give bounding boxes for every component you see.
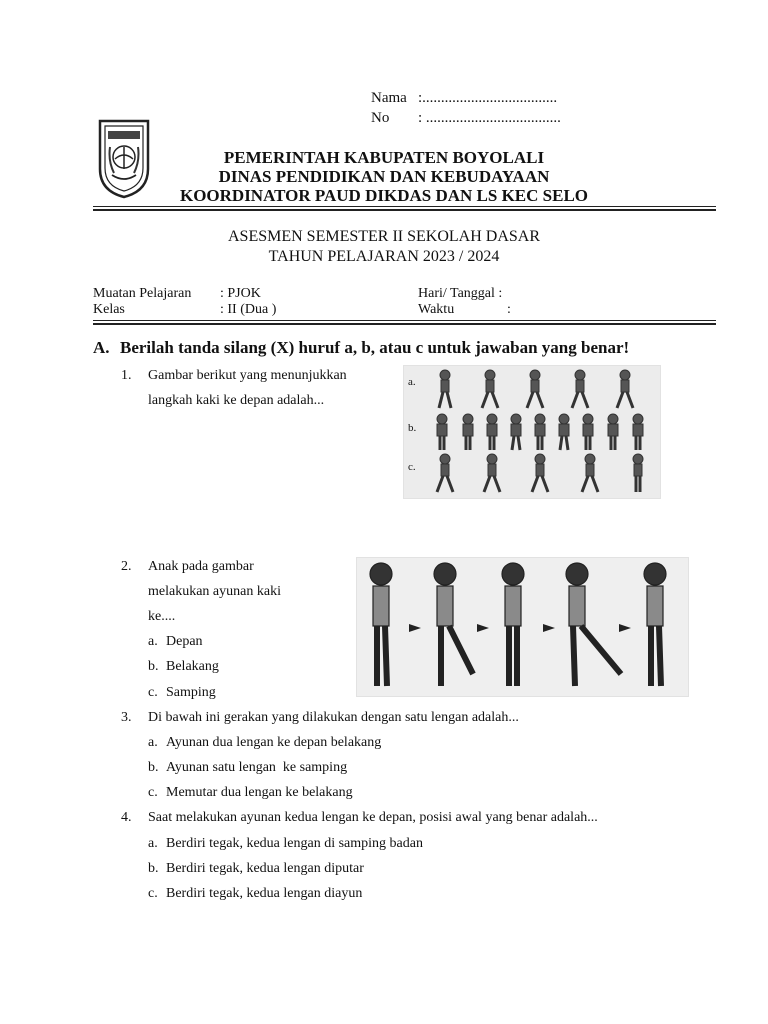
q1-image-label-c: c. (408, 461, 416, 473)
exam-title-line-2: TAHUN PELAJARAN 2023 / 2024 (268, 248, 500, 265)
section-instruction: Berilah tanda silang (X) huruf a, b, atau c untuk jawaban yang benar! (120, 338, 630, 357)
q3-option-c-text[interactable]: Memutar dua lengan ke belakang (166, 785, 353, 800)
q3-option-c-letter[interactable]: c. (148, 785, 158, 800)
q3-option-b-letter[interactable]: b. (148, 760, 159, 775)
meta-divider-thin (93, 320, 716, 321)
q2-option-b-letter[interactable]: b. (148, 659, 159, 674)
q4-option-c-letter[interactable]: c. (148, 886, 158, 901)
no-field[interactable]: : .................................... (418, 110, 561, 126)
q2-text-line-2: melakukan ayunan kaki (148, 584, 281, 599)
q3-option-b-text[interactable]: Ayunan satu lengan ke samping (166, 760, 348, 775)
q4-option-a-text[interactable]: Berdiri tegak, kedua lengan di samping badan (166, 836, 423, 851)
kelas-value: : II (Dua ) (220, 302, 277, 317)
q4-option-b-letter[interactable]: b. (148, 861, 159, 876)
leg-swing-figures-illustration (357, 558, 688, 696)
q2-option-c-letter[interactable]: c. (148, 685, 158, 700)
q3-text: Di bawah ini gerakan yang dilakukan dengan satu lengan adalah... (148, 710, 519, 725)
q2-text-line-1: Anak pada gambar (148, 559, 254, 574)
q2-option-a-text[interactable]: Depan (166, 634, 203, 649)
letterhead (0, 148, 768, 205)
muatan-label: Muatan Pelajaran (93, 286, 192, 301)
q4-option-a-letter[interactable]: a. (148, 836, 158, 851)
q4-number: 4. (121, 810, 132, 825)
walking-figures-illustration (404, 366, 660, 498)
header-divider-thin (93, 206, 716, 207)
q2-option-c-text[interactable]: Samping (166, 685, 216, 700)
header-line-1: PEMERINTAH KABUPATEN BOYOLALI (223, 148, 545, 167)
q3-option-a-letter[interactable]: a. (148, 735, 158, 750)
section-letter: A. (93, 338, 110, 357)
q2-number: 2. (121, 559, 132, 574)
q3-option-a-text[interactable]: Ayunan dua lengan ke depan belakang (166, 735, 382, 750)
q1-text-line-2: langkah kaki ke depan adalah... (148, 393, 325, 408)
nama-field[interactable]: :.................................... (418, 90, 558, 106)
waktu-colon: : (507, 302, 511, 317)
q2-option-b-text[interactable]: Belakang (166, 659, 219, 674)
q1-image-label-a: a. (408, 376, 416, 388)
q1-text-line-1: Gambar berikut yang menunjukkan (148, 368, 347, 383)
header-line-3: KOORDINATOR PAUD DIKDAS DAN LS KEC SELO (179, 186, 589, 205)
q3-number: 3. (121, 710, 132, 725)
q2-leg-swing-image (356, 557, 689, 697)
kelas-label: Kelas (93, 302, 125, 317)
no-label: No (371, 110, 390, 126)
q2-option-a-letter[interactable]: a. (148, 634, 158, 649)
q1-image-label-b: b. (408, 422, 417, 434)
exam-title-line-1: ASESMEN SEMESTER II SEKOLAH DASAR (227, 228, 541, 245)
header-divider-thick (93, 209, 716, 211)
q4-text: Saat melakukan ayunan kedua lengan ke depan, posisi awal yang benar adalah... (148, 810, 598, 825)
muatan-value: : PJOK (220, 286, 261, 301)
hari-tanggal-label: Hari/ Tanggal : (418, 286, 503, 301)
header-line-2: DINAS PENDIDIKAN DAN KEBUDAYAAN (218, 167, 550, 186)
q2-text-line-3: ke.... (148, 609, 176, 624)
q1-number: 1. (121, 368, 132, 383)
q1-walking-steps-image (403, 365, 661, 499)
q4-option-b-text[interactable]: Berdiri tegak, kedua lengan diputar (166, 861, 364, 876)
nama-label: Nama (371, 90, 407, 106)
waktu-label: Waktu (418, 302, 455, 317)
exam-title (0, 227, 768, 266)
q4-option-c-text[interactable]: Berdiri tegak, kedua lengan diayun (166, 886, 363, 901)
meta-divider-thick (93, 323, 716, 325)
